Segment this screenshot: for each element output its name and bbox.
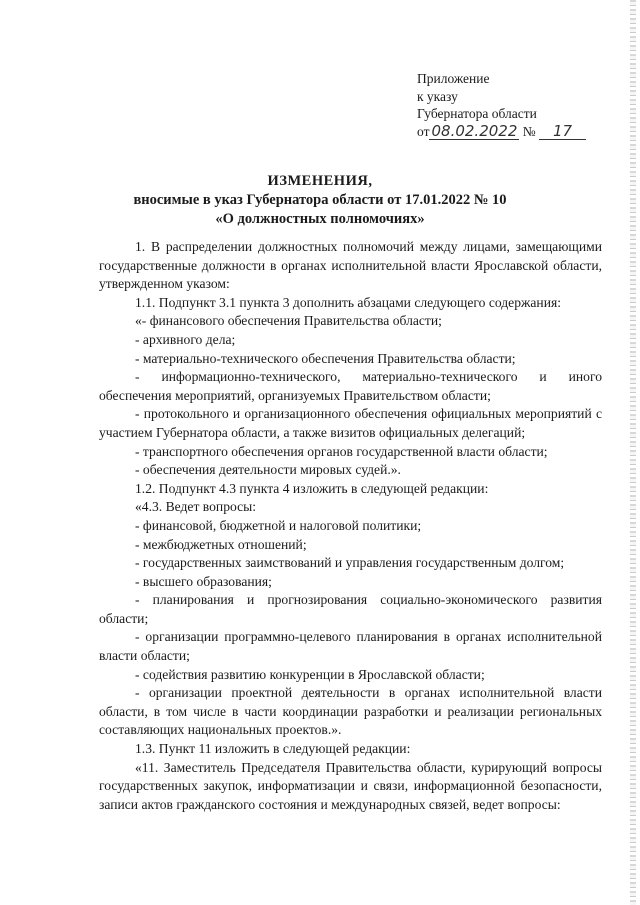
paragraph: 1. В распределении должностных полномочий между лицами, замещающими государственные должности в органах исполнительной власти Ярославской области, утвержденном указом: — [99, 239, 602, 292]
paragraph: - межбюджетных отношений; — [135, 536, 307, 552]
paragraph: «11. Заместитель Председателя Правительства области, курирующий вопросы государственных закупок, информатизации и связи, информационной безопасности, записи актов гражданского состояния и международных связей, ведет вопросы: — [99, 759, 602, 812]
appendix-line-3: Губернатора области — [417, 106, 537, 121]
paragraph: 1.2. Подпункт 4.3 пункта 4 изложить в следующей редакции: — [135, 480, 489, 496]
title-line-3: «О должностных полномочиях» — [215, 211, 425, 227]
paragraph: «- финансового обеспечения Правительства области; — [135, 313, 442, 329]
paragraph: - планирования и прогнозирования социально-экономического развития области; — [99, 592, 602, 626]
paragraph: «4.3. Ведет вопросы: — [135, 499, 257, 515]
paragraph: 1.1. Подпункт 3.1 пункта 3 дополнить абзацами следующего содержания: — [135, 294, 562, 310]
paragraph: - транспортного обеспечения органов государственной власти области; — [135, 443, 548, 459]
document-body — [99, 238, 602, 814]
paragraph: - организации проектной деятельности в органах исполнительной власти области, в том числе в части координации разработки и реализации региональных составляющих национальных проектов.». — [99, 685, 602, 738]
document-title — [100, 172, 540, 229]
appendix-line-2: к указу — [417, 88, 458, 104]
paragraph: - архивного дела; — [135, 331, 236, 347]
paragraph: - обеспечения деятельности мировых судей.». — [135, 462, 401, 478]
appendix-line-1: Приложение — [417, 71, 490, 86]
paragraph: - протокольного и организационного обеспечения официальных мероприятий с участием Губернатора области, а также визитов официальных делегаций; — [99, 406, 602, 440]
title-heading: ИЗМЕНЕНИЯ, — [267, 173, 373, 189]
paragraph: - информационно-технического, материально-технического и иного обеспечения мероприятий, организуемых Правительством области; — [99, 369, 602, 403]
paragraph: - государственных заимствований и управления государственным долгом; — [135, 555, 565, 571]
paragraph: - материально-технического обеспечения Правительства области; — [135, 350, 516, 366]
appendix-header — [417, 70, 617, 140]
handwritten-date: 08.02.2022 — [431, 121, 518, 140]
paragraph: - организации программно-целевого планирования в органах исполнительной власти области; — [99, 629, 602, 664]
scan-edge-artifact — [630, 0, 636, 905]
paragraph: - высшего образования; — [135, 573, 272, 589]
paragraph: - финансовой, бюджетной и налоговой политики; — [135, 517, 422, 533]
paragraph: - содействия развитию конкуренции в Ярославской области; — [135, 666, 485, 682]
date-prefix: от — [417, 123, 430, 139]
handwritten-number: 17 — [539, 124, 586, 140]
paragraph: 1.3. Пункт 11 изложить в следующей редакции: — [135, 741, 411, 757]
appendix-date-line — [417, 123, 617, 141]
number-prefix: № — [522, 123, 536, 139]
title-line-2: вносимые в указ Губернатора области от 17.01.2022 № 10 — [133, 192, 507, 208]
